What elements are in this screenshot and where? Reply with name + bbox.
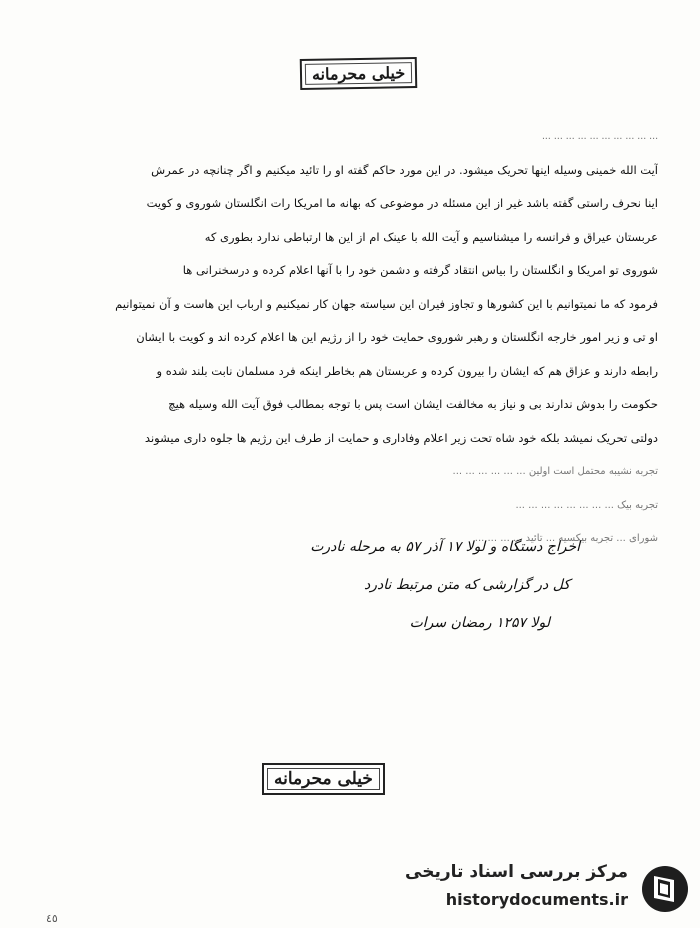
archive-logo-icon: [640, 864, 690, 914]
typed-line: شوروی تو امریکا و انگلستان را بیاس انتقاد گرفته و دشمن خود را با آنها اعلام کرده و درسخنرانی ها: [182, 263, 658, 277]
handwritten-line: اخراج دستگاه و لولا ۱۷ آذر ۵۷ به مرحله نادرت: [310, 539, 580, 555]
typed-line: تجربه بیک ... ... ... ... ... ... ... ...: [515, 499, 658, 511]
typed-line: رابطه دارند و عزاق هم که ایشان را بیرون کرده و عربستان هم بخاطر اینکه فرد مسلمان نابت بلند شده و: [156, 363, 658, 378]
typed-line: عربستان عیراق و فرانسه را میشناسیم و آیت الله با عینک ام از این ها ارتباطی ندارد بطوری که: [204, 229, 658, 244]
typed-body-text: [58, 120, 658, 556]
typed-line: شورای ... تجربه بیکسیه ... تائید ... ... ... ...: [474, 533, 658, 544]
archive-watermark: [390, 858, 690, 918]
handwritten-notes: [110, 528, 610, 642]
typed-line: آیت الله خمینی وسیله اینها تحریک میشود. در این مورد حاکم گفته او را تائید میکنیم و اگر چنانچه در عمرش: [151, 162, 658, 177]
typed-line: دولتی تحریک نمیشد بلکه خود شاه تحت زیر اعلام وفاداری و حمایت از طرف این رژیم ها جلوه داری میشوند: [144, 430, 658, 445]
archive-title: مرکز بررسی اسناد تاریخی: [405, 862, 628, 882]
page-mark: ٤٥: [46, 912, 58, 925]
confidential-stamp-top: خیلی محرمانه: [300, 57, 418, 90]
typed-line: ... ... ... ... ... ... ... ... ... ...: [541, 131, 658, 142]
typed-line: حکومت را بدوش ندارند بی و نیاز به مخالفت ایشان است پس با توجه بمطالب فوق آیت الله وسیله هیچ: [168, 397, 658, 411]
typed-line: فرمود که ما نمیتوانیم با این کشورها و تجاوز فیران این سیاسته جهان کار نمیکنیم و ارباب این هاست و آن نمیتوانیم: [115, 296, 658, 311]
typed-line: تجربه نشیبه محتمل است اولین ... ... ... ... ... ...: [452, 466, 658, 477]
typed-line: اینا نحرف راستی گفته باشد غیر از این مسئله در موضوعی که بهانه ما امریکا رات انگلستان شوروی و کویت: [146, 196, 658, 210]
archive-url: historydocuments.ir: [445, 890, 628, 909]
confidential-stamp-bottom: خیلی محرمانه: [262, 763, 385, 795]
handwritten-line: لولا ۱۲۵۷ رمضان سرات: [409, 615, 550, 631]
typed-line: او تی و زیر امور خارجه انگلستان و رهبر شوروی حمایت خود را از رژیم این ها اعلام کرده اند و کویت با ایشان: [136, 330, 658, 344]
handwritten-line: کل در گزارشی که متن مرتبط نادرد: [364, 577, 570, 593]
